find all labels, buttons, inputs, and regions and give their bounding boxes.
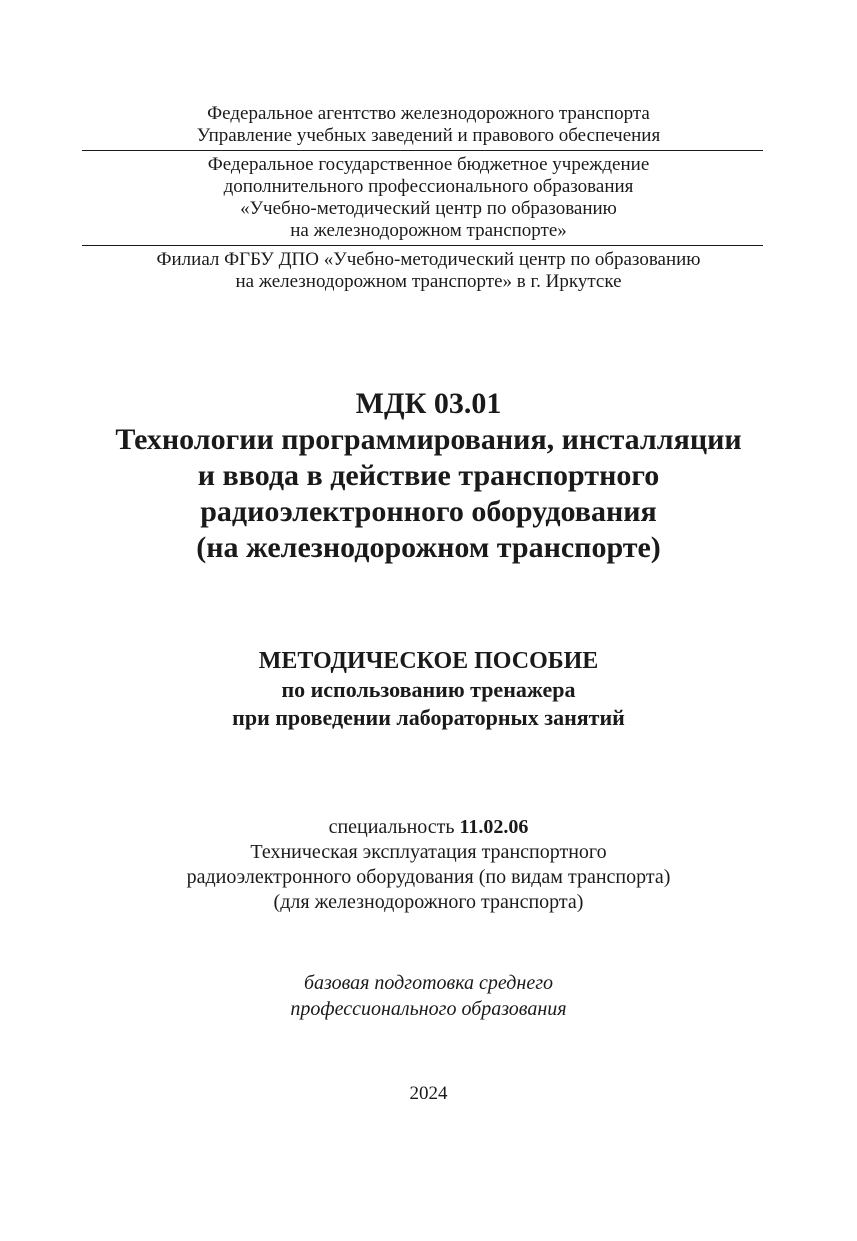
education-level-line: базовая подготовка среднего xyxy=(303,972,554,994)
document-type-line: по использованию тренажера xyxy=(281,677,576,702)
specialty-block xyxy=(0,815,857,915)
institution-line: на железнодорожном транспорте» xyxy=(290,220,567,241)
institution-block xyxy=(0,154,857,242)
agency-line: Управление учебных заведений и правового обеспечения xyxy=(196,125,661,146)
specialty-heading xyxy=(0,815,857,840)
specialty-line: (для железнодорожного транспорта) xyxy=(273,891,584,913)
branch-line: на железнодорожном транспорте» в г. Иркутске xyxy=(235,271,622,292)
branch-line: Филиал ФГБУ ДПО «Учебно-методический центр по образованию xyxy=(156,249,701,270)
title-line: радиоэлектронного оборудования xyxy=(200,495,657,528)
specialty-code: 11.02.06 xyxy=(459,816,529,838)
institution-line: дополнительного профессионального образования xyxy=(223,176,634,197)
title-line: (на железнодорожном транспорте) xyxy=(196,531,661,564)
institution-line: «Учебно-методический центр по образованию xyxy=(240,198,617,219)
branch-block xyxy=(0,249,857,293)
specialty-line: радиоэлектронного оборудования (по видам транспорта) xyxy=(186,866,671,888)
education-level xyxy=(0,970,857,1022)
document-type xyxy=(0,646,857,732)
header-divider xyxy=(82,150,763,151)
document-type-line: при проведении лабораторных занятий xyxy=(232,705,625,730)
specialty-line: Техническая эксплуатация транспортного xyxy=(250,841,607,863)
title-line: и ввода в действие транспортного xyxy=(197,459,660,492)
document-type-main: МЕТОДИЧЕСКОЕ ПОСОБИЕ xyxy=(258,648,599,674)
publication-year: 2024 xyxy=(409,1083,448,1104)
education-level-line: профессионального образования xyxy=(290,998,567,1020)
agency-block xyxy=(0,103,857,147)
institution-line: Федеральное государственное бюджетное учреждение xyxy=(207,154,650,175)
agency-line: Федеральное агентство железнодорожного транспорта xyxy=(207,103,650,124)
specialty-label: специальность xyxy=(328,816,455,838)
document-title xyxy=(0,386,857,566)
course-code: МДК 03.01 xyxy=(355,387,502,420)
header-divider xyxy=(82,245,763,246)
title-line: Технологии программирования, инсталляции xyxy=(115,423,742,456)
